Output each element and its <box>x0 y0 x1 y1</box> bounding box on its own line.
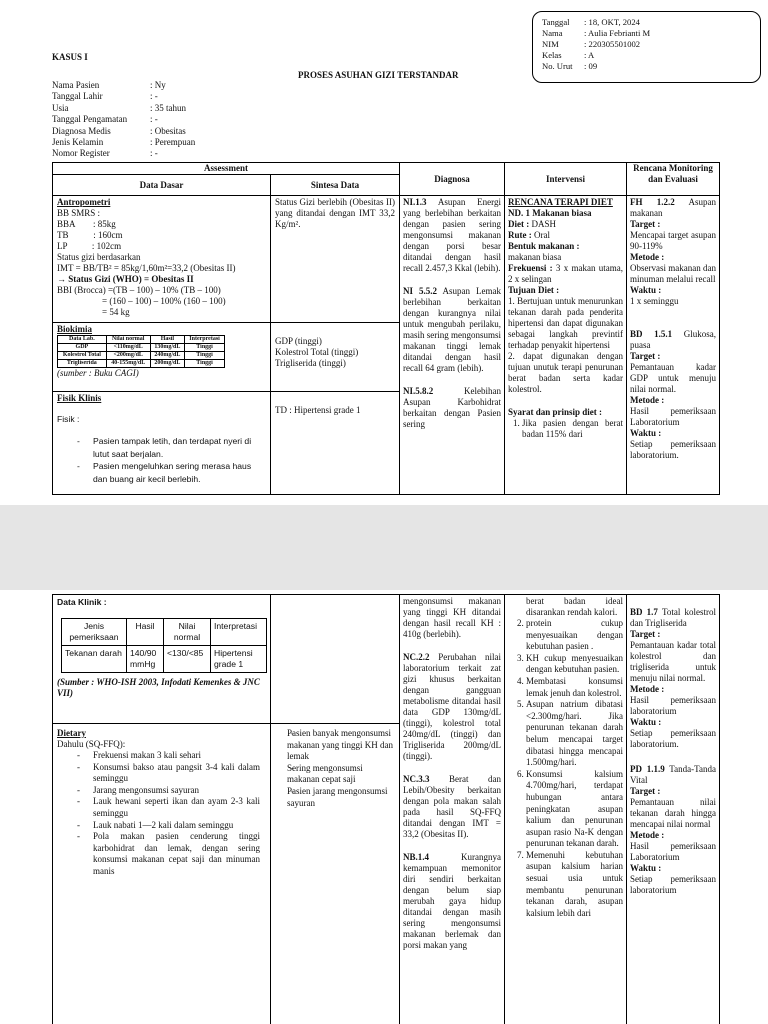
table-row <box>58 344 225 352</box>
table-header: Data Lab. <box>58 336 107 344</box>
table-cell: Hipertensi grade 1 <box>211 646 267 673</box>
table-row <box>58 352 225 360</box>
antro-line: BB SMRS : <box>57 208 101 218</box>
diagnosa-cell-p2 <box>399 594 505 1024</box>
table-cell: Kolestrol Total <box>58 352 107 360</box>
table-cell: Tinggi <box>185 352 225 360</box>
tujuan-item: 1. Bertujuan untuk menurunkan tekanan darah pada penderita hipertensi dan dapat digunakan sebagai langkah previntif terhadap penyakit hipertensi <box>508 296 623 350</box>
dietary-cell <box>52 723 271 1024</box>
diagnosa-item: NC.3.3 Berat dan Lebih/Obesity berkaitan dengan pola makan salah pada hasil SQ-FFQ ditandai dengan IMT = 33,2 (Obesitas II). <box>403 774 501 839</box>
student-info-list <box>542 17 650 72</box>
patient-row: Nama Pasien : Ny <box>52 80 166 90</box>
antro-line: TB : 160cm <box>57 230 123 240</box>
list-item: 3. KH cukup menyesuaikan dengan kebutuhan pasien. <box>526 653 623 676</box>
antropometri-sintesa: Status Gizi berlebih (Obesitas II) yang ditandai dengan IMT 33,2 Kg/m². <box>275 197 395 229</box>
list-item: - Sering mengonsumsi makanan cepat saji <box>271 763 395 786</box>
list-item: - Pola makan pasien cenderung tinggi karbohidrat dan lemak, dengan sering konsumsi makanan cepat saji dan minuman manis <box>57 831 260 877</box>
dietary-title: Dietary <box>57 728 86 738</box>
klinik-cell <box>52 594 271 724</box>
diagnosa-cont: mengonsumsi makanan yang tinggi KH ditandai dengan hasil recall KH : 410g (berlebih). <box>403 596 501 639</box>
table-cell: <130/<85 <box>164 646 211 673</box>
biokimia-cell <box>52 322 271 392</box>
list-item: 2. protein cukup menyesuaikan dengan kebutuhan pasien . <box>526 618 623 653</box>
diagnosa-cell-p1 <box>399 195 505 495</box>
assessment-header: Assessment <box>52 162 400 175</box>
list-item: - Pasien banyak mengonsumsi makanan yang tinggi KH dan lemak <box>271 728 395 763</box>
patient-row: Diagnosa Medis : Obesitas <box>52 125 186 136</box>
patient-row: Jenis Kelamin : Perempuan <box>52 137 196 148</box>
data-dasar-header: Data Dasar <box>52 174 271 196</box>
table-cell: 200mg/dL <box>150 360 184 368</box>
info-row: Tanggal : 18, OKT, 2024 <box>542 17 640 27</box>
list-item: - Pasien tampak letih, dan terdapat nyeri di lutut saat berjalan. <box>57 435 260 460</box>
antro-line: LP : 102cm <box>57 241 122 251</box>
klinik-table <box>61 618 267 673</box>
sintesa-header: Sintesa Data <box>270 174 400 196</box>
table-cell: Tinggi <box>185 360 225 368</box>
list-item: - Frekuensi makan 3 kali sehari <box>57 750 260 762</box>
patient-info <box>52 80 195 160</box>
list-item: - Pasien jarang mengonsumsi sayuran <box>271 786 395 809</box>
table-cell: 40-155mg/dL <box>106 360 150 368</box>
list-item: 4. Membatasi konsumsi lemak jenuh dan kolestrol. <box>526 676 623 699</box>
document-page-1 <box>0 0 768 505</box>
patient-row: Tanggal Pengamatan : - <box>52 114 158 125</box>
syarat-list-cont <box>508 618 623 919</box>
table-cell: 130mg/dL <box>150 344 184 352</box>
fisik-cell <box>52 391 271 495</box>
table-header-row <box>58 336 225 344</box>
monev-item: BD 1.5.1 Glukosa, puasa Target : Pemantauan kadar GDP untuk menuju nilai normal. Metode : Hasil pemeriksaan Laboratorium Waktu : Setiap pemeriksaan laboratorium. <box>630 329 716 460</box>
diagnosa-item: NI.5.8.2 Kelebihan Asupan Karbohidrat berkaitan dengan Pasien sering <box>403 386 501 429</box>
patient-row: Tanggal Lahir : - <box>52 91 158 102</box>
antro-line: BBI (Brocca) =(TB – 100) – 10% (TB – 100) <box>57 285 221 295</box>
diagnosa-header: Diagnosa <box>399 162 505 196</box>
monev-cell-p2 <box>626 594 720 1024</box>
biokimia-title: Biokimia <box>57 324 93 334</box>
biokimia-sintesa-item: Trigliserida (tinggi) <box>275 358 346 368</box>
patient-row: Usia : 35 tahun <box>52 102 186 113</box>
klinik-sintesa-cell <box>270 594 400 724</box>
doc-title: PROSES ASUHAN GIZI TERSTANDAR <box>298 70 459 80</box>
case-title: KASUS I <box>52 52 88 62</box>
dietary-subtitle: Dahulu (SQ-FFQ): <box>57 739 126 749</box>
intervensi-cont: berat badan ideal disarankan rendah kalori. <box>526 596 623 617</box>
table-cell: 240mg/dL <box>150 352 184 360</box>
table-header: Jenis pemeriksaan <box>62 619 127 646</box>
list-item: - Pasien mengeluhkan sering merasa haus dan buang air kecil berlebih. <box>57 460 260 485</box>
table-header-row <box>62 619 267 646</box>
list-item: 7. Memenuhi kebutuhan asupan kalsium harian sesuai usia untuk membantu penurunan tekanan darah, asupan kalsium lebih dari <box>526 850 623 920</box>
table-cell: Tekanan darah <box>62 646 127 673</box>
biokimia-table <box>57 335 225 368</box>
table-header: Hasil <box>127 619 164 646</box>
intervensi-line: Rute : Oral <box>508 230 550 240</box>
antropometri-title: Antropometri <box>57 197 111 207</box>
fisik-sintesa-cell <box>270 391 400 495</box>
antro-line: Status gizi berdasarkan <box>57 252 141 262</box>
diagnosa-item: NI.1.3 Asupan Energi yang berlebihan berkaitan dengan pasien sering mengonsumsi makanan dengan porsi besar ditandai dengan hasil recall 2.457,3 Kkal (lebih). <box>403 197 501 273</box>
document-page-2 <box>0 590 768 1024</box>
info-row: No. Urut : 09 <box>542 61 598 71</box>
monev-item: PD 1.1.9 Tanda-Tanda Vital Target : Pemantauan nilai tekanan darah hingga mencapai nilai normal Metode : Hasil pemeriksaan Laboratorium Waktu : Setiap pemeriksaan laboratorium <box>630 764 716 895</box>
list-item: - Lauk nabati 1—2 kali dalam seminggu <box>57 820 260 832</box>
antro-line: BBA : 85kg <box>57 219 116 229</box>
list-item: 5. Asupan natrium dibatasi <2.300mg/hari. Jika penurunan tekanan darah belum mencapai target dibatasi hingga mencapai 1.500mg/hari. <box>526 699 623 769</box>
table-cell: GDP <box>58 344 107 352</box>
antro-line: = 54 kg <box>57 307 130 317</box>
intervensi-nd: ND. 1 Makanan biasa <box>508 208 592 218</box>
table-header: Nilai normal <box>164 619 211 646</box>
intervensi-line: Frekuensi : 3 x makan utama, 2 x selingan <box>508 263 623 284</box>
intervensi-header: Intervensi <box>504 162 627 196</box>
intervensi-title: RENCANA TERAPI DIET <box>508 197 613 207</box>
syarat-list <box>508 418 623 440</box>
fisik-title: Fisik Klinis <box>57 393 102 403</box>
klinik-title: Data Klinik : <box>57 597 107 607</box>
table-row <box>62 646 267 673</box>
table-cell: 140/90 mmHg <box>127 646 164 673</box>
intervensi-line: makanan biasa <box>508 252 562 262</box>
list-item: - Jarang mengonsumsi sayuran <box>57 785 260 797</box>
dietary-list <box>57 750 266 878</box>
syarat-label: Syarat dan prinsip diet : <box>508 407 603 417</box>
tujuan-item: 2. dapat digunakan dengan tujuan unutuk terapi penurunan berat badan serta kadar kolestrol. <box>508 351 623 394</box>
fisik-subtitle: Fisik : <box>57 414 80 424</box>
table-cell: <110mg/dL <box>106 344 150 352</box>
intervensi-cell-p1 <box>504 195 627 495</box>
list-item: 1. Jika pasien dengan berat badan 115% dari <box>522 418 623 440</box>
info-row: Nama : Aulia Febrianti M <box>542 28 651 38</box>
monev-item: FH 1.2.2 Asupan makanan Target : Mencapai target asupan 90-119% Metode : Observasi makanan dan minuman melalui recall Waktu : 1 x seminggu <box>630 197 716 306</box>
fisik-sintesa: TD : Hipertensi grade 1 <box>275 405 361 415</box>
list-item: - Konsumsi bakso atau pangsit 3-4 kali dalam seminggu <box>57 762 260 785</box>
antropometri-cell <box>52 195 271 323</box>
info-row: Kelas : A <box>542 50 595 60</box>
intervensi-line: Diet : DASH <box>508 219 557 229</box>
dietary-sintesa-cell <box>270 723 400 1024</box>
dietary-sintesa-list <box>271 724 399 809</box>
table-cell: Trigliserida <box>58 360 107 368</box>
biokimia-sintesa-item: Kolestrol Total (tinggi) <box>275 347 359 357</box>
intervensi-line: Bentuk makanan : <box>508 241 580 251</box>
table-row <box>58 360 225 368</box>
antro-line: → Status Gizi (WHO) = Obesitas II <box>57 274 194 284</box>
antropometri-sintesa-cell <box>270 195 400 323</box>
table-header: Nilai normal <box>106 336 150 344</box>
diagnosa-item: NI 5.5.2 Asupan Lemak berlebihan berkaitan dengan kurangnya nilai untuk mengubah perilaku, masih sering mengonsumsi makanan tinggi lemak ditandai dengan hasil recall 64 gram (lebih). <box>403 286 501 373</box>
info-row: NIM : 220305501002 <box>542 39 641 49</box>
student-info-box <box>532 11 761 83</box>
intervensi-line: Tujuan Diet : <box>508 285 560 295</box>
patient-row: Nomor Register : - <box>52 148 158 159</box>
rencana-header: Rencana Monitoring dan Evaluasi <box>626 162 720 196</box>
table-cell: Tinggi <box>185 344 225 352</box>
intervensi-cell-p2 <box>504 594 627 1024</box>
monev-cell-p1 <box>626 195 720 495</box>
table-header: Interpretasi <box>211 619 267 646</box>
diagnosa-item: NC.2.2 Perubahan nilai laboratorium terkait zat gizi khusus berkaitan dengan gangguan metabolisme ditandai hasil data GDP 130mg/dL (tinggi), kolestrol total 240mg/dL (tinggi) dan Trigliserida 200mg/dL (tinggi). <box>403 652 501 761</box>
klinik-source: (Sumber : WHO-ISH 2003, Infodati Kemenkes & JNC VII) <box>57 677 260 698</box>
antro-line: IMT = BB/TB² = 85kg/1,60m²=33,2 (Obesitas II) <box>57 263 236 273</box>
table-header: Hasil <box>150 336 184 344</box>
biokimia-sintesa-item: GDP (tinggi) <box>275 336 322 346</box>
list-item: 6. Konsumsi kalsium 4.700mg/hari, terdapat hubungan antara peningkatan asupan kalium dan penurunan asupan rasio Na-K dengan penurunan tekanan darah. <box>526 769 623 850</box>
biokimia-source: (sumber : Buku CAGI) <box>57 368 139 378</box>
monev-item: BD 1.7 Total kolestrol dan Trigliserida Target : Pemantauan kadar total kolestrol dan trigliserida untuk menuju nilai normal. Metode : Hasil pemeriksaan laboratorium Waktu : Setiap pemeriksaan laboratorium. <box>630 607 716 749</box>
fisik-list <box>57 435 266 485</box>
biokimia-sintesa-cell <box>270 322 400 392</box>
antro-line: = (160 – 100) – 100% (160 – 100) <box>57 296 226 306</box>
diagnosa-item: NB.1.4 Kurangnya kemampuan memonitor diri sendiri berkaitan dengan belum siap merubah gaya hidup ditandai dengan masih sering mengonsumsi makanan berlemak dan porsi makan yang <box>403 852 501 950</box>
table-header: Interpretasi <box>185 336 225 344</box>
table-cell: <200mg/dL <box>106 352 150 360</box>
list-item: - Lauk hewani seperti ikan dan ayam 2-3 kali seminggu <box>57 796 260 819</box>
